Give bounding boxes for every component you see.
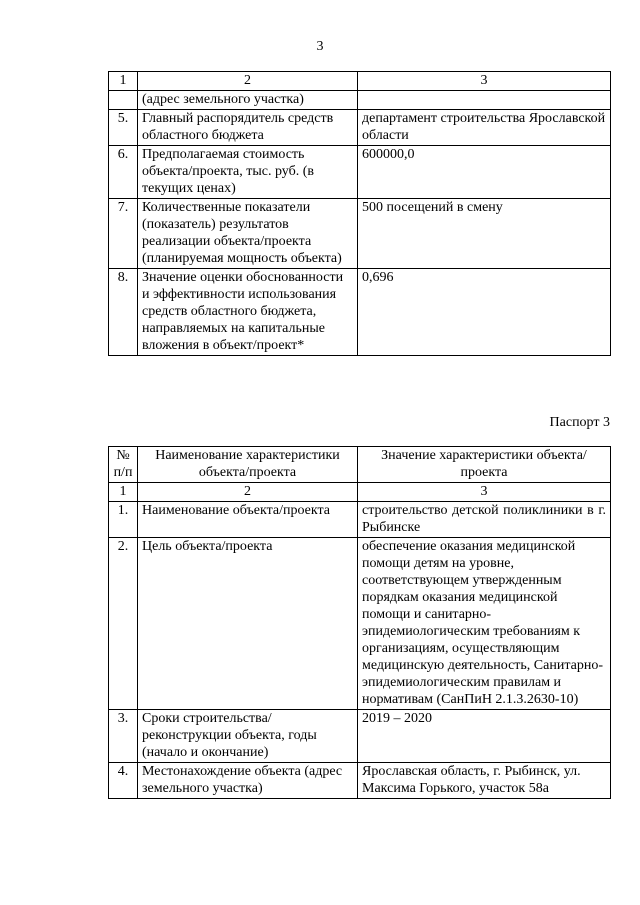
table-row: [109, 91, 611, 110]
characteristic-cell: Предполагаемая стоимость объекта/проекта, тыс. руб. (в текущих ценах): [138, 146, 358, 199]
row-number-cell: 3.: [109, 710, 138, 763]
characteristic-cell: Сроки строительства/реконструкции объекта, годы (начало и окончание): [138, 710, 358, 763]
column-header-value: Значение характеристики объекта/проекта: [358, 447, 611, 483]
column-number-cell: 2: [138, 483, 358, 502]
row-number-cell: 4.: [109, 763, 138, 799]
table-row: [109, 763, 611, 799]
row-number-cell: 1.: [109, 502, 138, 538]
value-cell: 600000,0: [358, 146, 611, 199]
column-number-cell: 2: [138, 72, 358, 91]
table-row: [109, 502, 611, 538]
value-cell: департамент строительства Ярославской области: [358, 110, 611, 146]
column-number-cell: 1: [109, 483, 138, 502]
characteristic-cell: Значение оценки обоснованности и эффективности использования средств областного бюджета, направляемых на капитальные вложения в объект/проект*: [138, 269, 358, 356]
row-number-cell: 8.: [109, 269, 138, 356]
characteristic-cell: Главный распорядитель средств областного бюджета: [138, 110, 358, 146]
value-cell: 0,696: [358, 269, 611, 356]
value-cell: 2019 – 2020: [358, 710, 611, 763]
row-number-cell: 2.: [109, 538, 138, 710]
characteristic-cell: Наименование объекта/проекта: [138, 502, 358, 538]
value-cell: обеспечение оказания медицинской помощи детям на уровне, соответствующем утвержденным порядкам оказания медицинской помощи и санитарно-эпидемиологическим требованиям к организациям, осуществляющим медицинскую деятельность, Санитарно-эпидемиологическим правилам и нормативам (СанПиН 2.1.3.2630-10): [358, 538, 611, 710]
row-number-cell: 5.: [109, 110, 138, 146]
table-row: [109, 538, 611, 710]
table-row: [109, 269, 611, 356]
characteristic-cell: Местонахождение объекта (адрес земельного участка): [138, 763, 358, 799]
characteristic-cell: Цель объекта/проекта: [138, 538, 358, 710]
value-cell: строительство детской поликлиники в г. Рыбинске: [358, 502, 611, 538]
row-number-cell: 7.: [109, 199, 138, 269]
value-cell: Ярославская область, г. Рыбинск, ул. Максима Горького, участок 58а: [358, 763, 611, 799]
row-number-cell: [109, 91, 138, 110]
column-header-number: № п/п: [109, 447, 138, 483]
table-row: [109, 146, 611, 199]
characteristic-cell: Количественные показатели (показатель) результатов реализации объекта/проекта (планируемая мощность объекта): [138, 199, 358, 269]
project-table-continued: [108, 71, 611, 356]
value-cell: 500 посещений в смену: [358, 199, 611, 269]
page-number: 3: [316, 39, 324, 54]
column-number-cell: 3: [358, 483, 611, 502]
table-column-numbers-row: [109, 483, 611, 502]
table-row: [109, 710, 611, 763]
passport-table: [108, 446, 611, 799]
row-number-cell: 6.: [109, 146, 138, 199]
table-row: [109, 199, 611, 269]
table-column-numbers-row: [109, 72, 611, 91]
column-header-characteristic: Наименование характеристики объекта/проекта: [138, 447, 358, 483]
table-header-row: [109, 447, 611, 483]
characteristic-cell: (адрес земельного участка): [138, 91, 358, 110]
passport-title: Паспорт 3: [549, 415, 610, 430]
table-row: [109, 110, 611, 146]
column-number-cell: 1: [109, 72, 138, 91]
value-cell: [358, 91, 611, 110]
column-number-cell: 3: [358, 72, 611, 91]
